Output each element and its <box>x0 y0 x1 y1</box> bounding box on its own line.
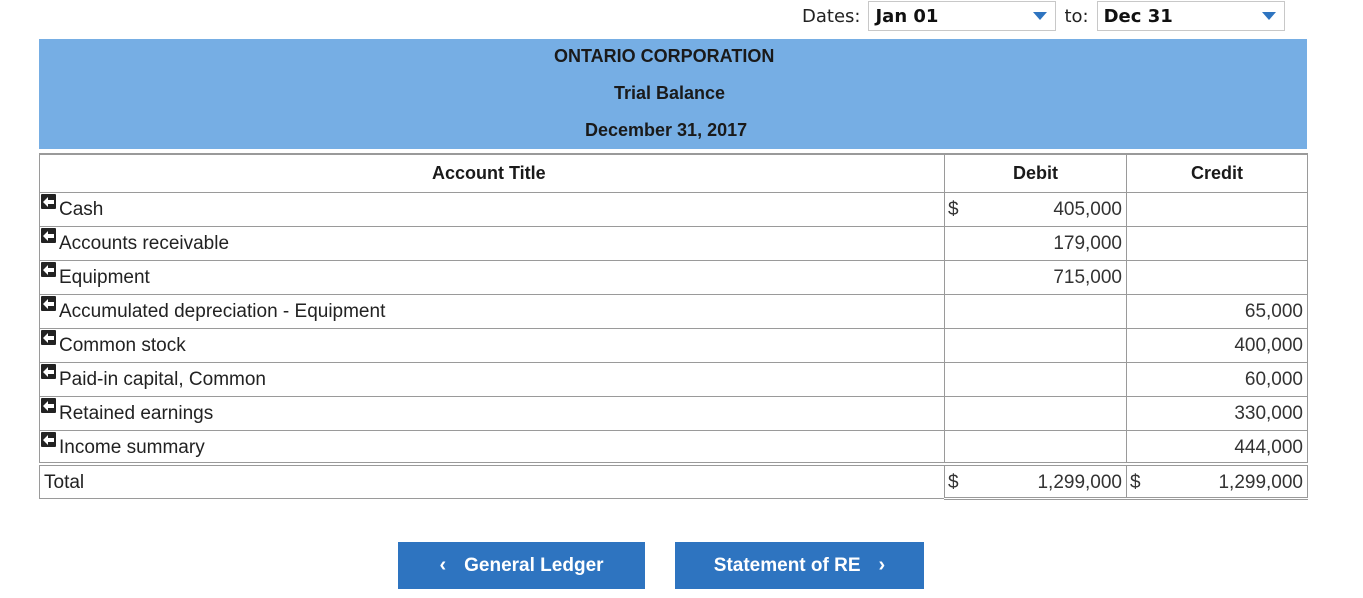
delete-row-icon[interactable] <box>41 364 56 379</box>
account-title: Income summary <box>59 436 205 458</box>
table-row <box>40 260 1308 294</box>
credit-cell[interactable] <box>1127 328 1308 362</box>
statement-of-re-label: Statement of RE <box>713 554 861 576</box>
total-credit-value: 1,299,000 <box>1218 472 1303 493</box>
dates-label: Dates: <box>802 5 861 27</box>
from-date-select[interactable] <box>868 1 1056 31</box>
delete-row-icon[interactable] <box>41 194 56 209</box>
column-header-debit: Debit <box>945 154 1127 192</box>
delete-row-icon[interactable] <box>41 228 56 243</box>
currency-symbol: $ <box>948 198 959 220</box>
date-range-selector <box>802 0 1285 32</box>
column-header-account-title: Account Title <box>40 154 945 192</box>
currency-symbol: $ <box>948 472 959 493</box>
credit-cell[interactable] <box>1127 396 1308 430</box>
debit-value: 179,000 <box>1053 232 1122 254</box>
total-credit-cell <box>1127 464 1308 498</box>
credit-value: 400,000 <box>1234 334 1303 356</box>
table-row <box>40 226 1308 260</box>
table-row <box>40 430 1308 464</box>
account-title: Accumulated depreciation - Equipment <box>59 300 386 322</box>
total-row <box>40 464 1308 498</box>
account-title: Cash <box>59 198 104 220</box>
table-row <box>40 192 1308 226</box>
account-title: Equipment <box>59 266 150 288</box>
credit-cell[interactable] <box>1127 294 1308 328</box>
chevron-down-icon <box>1033 12 1047 20</box>
account-title-cell[interactable] <box>40 328 945 362</box>
account-title-cell[interactable] <box>40 396 945 430</box>
account-title: Common stock <box>59 334 186 356</box>
trial-balance-table <box>39 153 1308 500</box>
account-title-cell[interactable] <box>40 260 945 294</box>
account-title-cell[interactable] <box>40 192 945 226</box>
table-row <box>40 294 1308 328</box>
account-title-cell[interactable] <box>40 226 945 260</box>
account-title-cell[interactable] <box>40 362 945 396</box>
debit-cell[interactable] <box>945 260 1127 294</box>
chevron-left-icon: ‹ <box>439 554 447 576</box>
delete-row-icon[interactable] <box>41 330 56 345</box>
table-header-row <box>40 154 1308 192</box>
column-header-credit: Credit <box>1127 154 1308 192</box>
table-row <box>40 396 1308 430</box>
to-date-select[interactable] <box>1097 1 1285 31</box>
account-title-cell[interactable] <box>40 294 945 328</box>
debit-cell[interactable] <box>945 192 1127 226</box>
total-debit-cell <box>945 464 1127 498</box>
credit-cell[interactable] <box>1127 362 1308 396</box>
delete-row-icon[interactable] <box>41 432 56 447</box>
delete-row-icon[interactable] <box>41 398 56 413</box>
general-ledger-button[interactable] <box>398 542 645 589</box>
debit-cell[interactable] <box>945 362 1127 396</box>
from-date-value: Jan 01 <box>875 5 939 27</box>
account-title: Retained earnings <box>59 402 214 424</box>
statement-of-re-button[interactable] <box>675 542 924 589</box>
statement-title: Trial Balance <box>614 83 726 103</box>
statement-date: December 31, 2017 <box>585 120 748 140</box>
total-debit-value: 1,299,000 <box>1037 472 1122 493</box>
table-row <box>40 328 1308 362</box>
chevron-right-icon: › <box>878 554 886 576</box>
account-title: Paid-in capital, Common <box>59 368 266 390</box>
company-name: ONTARIO CORPORATION <box>554 46 775 66</box>
credit-cell[interactable] <box>1127 192 1308 226</box>
debit-value: 715,000 <box>1053 266 1122 288</box>
debit-cell[interactable] <box>945 294 1127 328</box>
debit-cell[interactable] <box>945 328 1127 362</box>
credit-cell[interactable] <box>1127 226 1308 260</box>
table-row <box>40 362 1308 396</box>
credit-cell[interactable] <box>1127 430 1308 464</box>
statement-header <box>39 39 1307 149</box>
account-title: Accounts receivable <box>59 232 230 254</box>
debit-cell[interactable] <box>945 396 1127 430</box>
credit-value: 444,000 <box>1234 436 1303 458</box>
chevron-down-icon <box>1262 12 1276 20</box>
delete-row-icon[interactable] <box>41 262 56 277</box>
debit-cell[interactable] <box>945 430 1127 464</box>
credit-value: 60,000 <box>1244 368 1303 390</box>
account-title-cell[interactable] <box>40 430 945 464</box>
currency-symbol: $ <box>1130 472 1141 493</box>
general-ledger-label: General Ledger <box>464 554 604 576</box>
credit-value: 65,000 <box>1244 300 1303 322</box>
to-date-value: Dec 31 <box>1103 5 1173 27</box>
credit-cell[interactable] <box>1127 260 1308 294</box>
debit-value: 405,000 <box>1053 198 1122 220</box>
debit-cell[interactable] <box>945 226 1127 260</box>
credit-value: 330,000 <box>1234 402 1303 424</box>
total-label: Total <box>44 472 85 493</box>
to-label: to: <box>1064 5 1089 27</box>
total-label-cell <box>40 464 945 498</box>
delete-row-icon[interactable] <box>41 296 56 311</box>
